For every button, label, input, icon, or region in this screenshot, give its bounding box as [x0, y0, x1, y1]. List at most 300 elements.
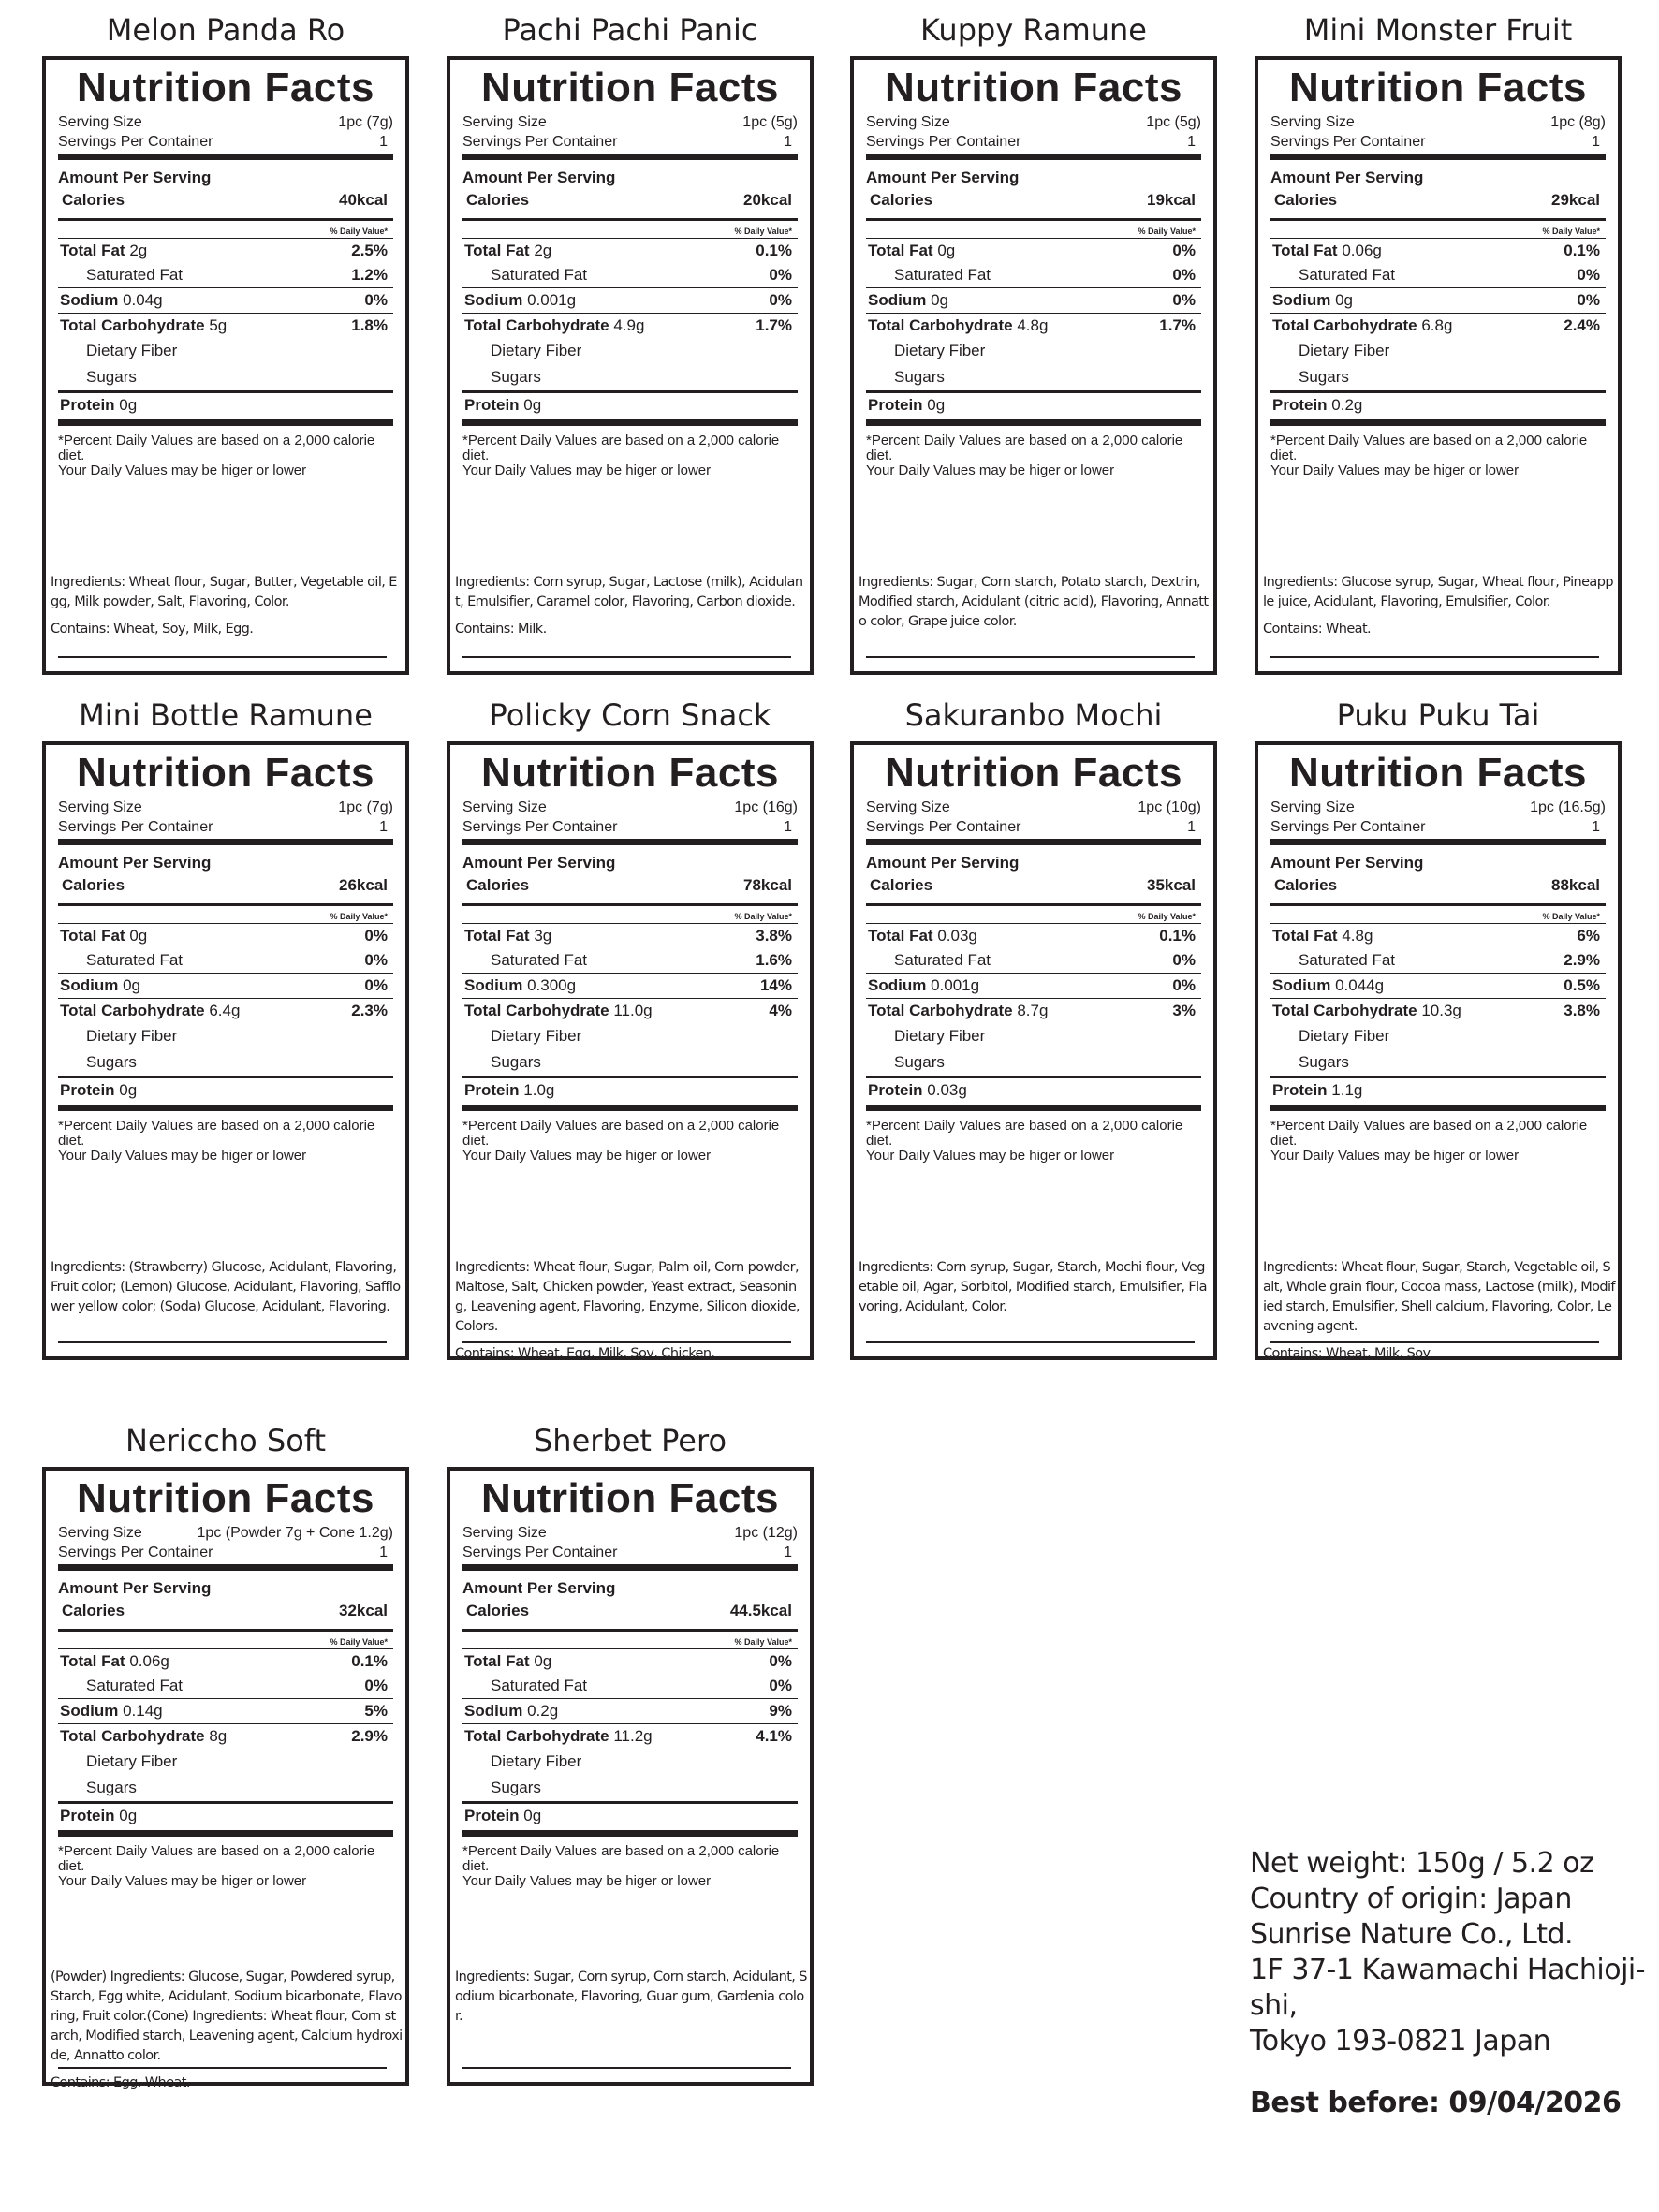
nutrition-facts-heading: Nutrition Facts: [1289, 750, 1587, 796]
divider: [462, 154, 798, 160]
serving-size-label: Serving Size: [462, 114, 547, 130]
total-carbohydrate-amount: 5g: [209, 316, 228, 334]
servings-per-container-label: Servings Per Container: [58, 1545, 213, 1560]
total-fat-row: [58, 239, 393, 263]
daily-value-header: % Daily Value*: [1542, 227, 1600, 236]
total-carbohydrate-label: Total Carbohydrate: [464, 1727, 609, 1745]
divider: [58, 839, 393, 845]
footnote-daily-values: *Percent Daily Values are based on a 2,000 calorie diet.: [462, 432, 780, 463]
servings-per-container-row: [866, 817, 1201, 837]
protein-amount: 0g: [927, 396, 946, 414]
bottom-rule: [1270, 656, 1599, 658]
dietary-fiber-label: Dietary Fiber: [86, 1752, 178, 1770]
sugars-label: Sugars: [491, 368, 541, 386]
footnote: [1270, 1119, 1606, 1164]
protein-row: [462, 393, 798, 417]
bottom-rule: [866, 656, 1195, 658]
calories-value: 26kcal: [339, 876, 388, 894]
total-fat-row: [866, 924, 1201, 948]
saturated-fat-row: [462, 948, 798, 973]
total-carbohydrate-row: [866, 314, 1201, 338]
daily-value-header: % Daily Value*: [734, 227, 792, 236]
calories-value: 29kcal: [1551, 191, 1600, 209]
protein-row: [866, 1078, 1201, 1103]
sodium-dv: 0%: [1172, 976, 1196, 994]
divider: [58, 218, 393, 221]
sodium-row: [462, 1699, 798, 1723]
sodium-dv: 0%: [1577, 291, 1600, 309]
divider: [866, 419, 1201, 426]
serving-size-value: 1pc (7g): [338, 799, 393, 815]
bottom-rule: [58, 656, 387, 658]
saturated-fat-dv: 2.9%: [1564, 951, 1600, 969]
footnote-daily-values: *Percent Daily Values are based on a 2,000 calorie diet.: [1270, 1118, 1588, 1149]
protein-amount: 0g: [119, 1081, 138, 1099]
dietary-fiber-label: Dietary Fiber: [491, 1027, 582, 1045]
footnote-higher-lower: Your Daily Values may be higer or lower: [1270, 1148, 1520, 1164]
sodium-amount: 0.300g: [527, 976, 577, 994]
ingredients-block: [1263, 573, 1615, 639]
footnote: [1270, 433, 1606, 478]
serving-size-value: 1pc (8g): [1550, 114, 1606, 130]
sodium-label: Sodium: [1272, 976, 1331, 994]
sodium-dv: 14%: [759, 976, 792, 994]
serving-size-label: Serving Size: [462, 799, 547, 815]
servings-per-container-row: [866, 132, 1201, 152]
serving-size-label: Serving Size: [1270, 114, 1355, 130]
divider: [58, 1564, 393, 1571]
product-title: Mini Bottle Ramune: [79, 697, 373, 733]
sodium-dv: 0%: [1172, 291, 1196, 309]
ingredients-text: Ingredients: Wheat flour, Sugar, Palm oil, Corn powder, Maltose, Salt, Chicken powder, Yeast extract, Seasoning, Leavening agent, Flavoring, Enzyme, Silicon dioxide, Colors.: [455, 1260, 800, 1334]
serving-size-value: 1pc (16g): [734, 799, 798, 815]
sodium-dv: 0%: [364, 291, 388, 309]
serving-size-row: [462, 798, 798, 817]
sodium-row: [462, 974, 798, 998]
divider: [462, 1105, 798, 1111]
saturated-fat-dv: 0%: [1172, 266, 1196, 284]
ingredients-text: (Powder) Ingredients: Glucose, Sugar, Powdered syrup, Starch, Egg white, Acidulant, Sodium bicarbonate, Flavoring, Fruit color.(Cone) Ingredients: Wheat flour, Corn starch, Modified starch, Leavening agent, Calcium hydroxide, Annatto color.: [51, 1970, 403, 2063]
total-fat-label: Total Fat: [1272, 242, 1338, 259]
serving-size-label: Serving Size: [866, 799, 950, 815]
total-fat-row: [462, 239, 798, 263]
calories-label: Calories: [62, 1602, 125, 1619]
amount-per-serving-label: Amount Per Serving: [866, 854, 1020, 872]
serving-size-row: [866, 798, 1201, 817]
divider: [462, 1629, 798, 1632]
saturated-fat-label: Saturated Fat: [491, 266, 588, 284]
divider: [866, 903, 1201, 906]
servings-per-container-row: [58, 132, 393, 152]
calories-row: [462, 873, 798, 903]
total-fat-row: [866, 239, 1201, 263]
bottom-rule: [462, 656, 791, 658]
total-carbohydrate-dv: 1.7%: [1159, 316, 1196, 334]
calories-row: [1270, 188, 1606, 218]
sodium-amount: 0.001g: [931, 976, 980, 994]
total-fat-label: Total Fat: [464, 242, 530, 259]
total-fat-dv: 6%: [1577, 927, 1600, 945]
serving-size-value: 1pc (10g): [1138, 799, 1201, 815]
calories-row: [866, 873, 1201, 903]
dietary-fiber-label: Dietary Fiber: [1299, 342, 1390, 359]
saturated-fat-label: Saturated Fat: [86, 266, 184, 284]
product-title: Pachi Pachi Panic: [502, 12, 758, 48]
footnote-higher-lower: Your Daily Values may be higer or lower: [58, 462, 307, 478]
product-title: Sherbet Pero: [533, 1423, 727, 1458]
sodium-amount: 0g: [931, 291, 948, 309]
nutrition-facts-heading: Nutrition Facts: [481, 65, 779, 110]
address-line-2: Tokyo 193-0821 Japan: [1250, 2025, 1551, 2058]
total-fat-amount: 4.8g: [1342, 927, 1373, 945]
serving-size-row: [462, 112, 798, 132]
total-carbohydrate-row: [462, 1724, 798, 1749]
footnote-daily-values: *Percent Daily Values are based on a 2,000 calorie diet.: [58, 432, 375, 463]
servings-per-container-value: 1: [784, 819, 792, 835]
protein-amount: 0g: [523, 396, 542, 414]
total-fat-dv: 0.1%: [756, 242, 792, 259]
total-carbohydrate-row: [1270, 314, 1606, 338]
ingredients-text: Ingredients: Corn syrup, Sugar, Starch, Mochi flour, Vegetable oil, Agar, Sorbitol, Modified starch, Emulsifier, Flavoring, Acidulant, Color.: [859, 1260, 1207, 1314]
calories-row: [462, 188, 798, 218]
saturated-fat-label: Saturated Fat: [1299, 951, 1396, 969]
total-carbohydrate-amount: 11.2g: [613, 1727, 653, 1745]
footnote-daily-values: *Percent Daily Values are based on a 2,000 calorie diet.: [58, 1843, 375, 1874]
nutrition-facts-panel: [1255, 56, 1622, 675]
footnote-higher-lower: Your Daily Values may be higer or lower: [58, 1148, 307, 1164]
total-fat-label: Total Fat: [1272, 927, 1338, 945]
company-name: Sunrise Nature Co., Ltd.: [1250, 1918, 1574, 1951]
total-fat-dv: 0%: [769, 1652, 792, 1670]
ingredients-text: Ingredients: (Strawberry) Glucose, Acidulant, Flavoring, Fruit color; (Lemon) Glucose, Acidulant, Flavoring, Safflower yellow color; (Soda) Glucose, Acidulant, Flavoring.: [51, 1260, 401, 1314]
total-carbohydrate-dv: 3.8%: [1564, 1002, 1600, 1019]
servings-per-container-row: [462, 132, 798, 152]
saturated-fat-dv: 0%: [1577, 266, 1600, 284]
divider: [58, 903, 393, 906]
servings-per-container-value: 1: [1187, 819, 1196, 835]
saturated-fat-label: Saturated Fat: [86, 1677, 184, 1694]
nutrition-facts-panel: [850, 56, 1217, 675]
nutrition-facts-heading: Nutrition Facts: [77, 65, 374, 110]
sodium-dv: 9%: [769, 1702, 792, 1720]
total-carbohydrate-amount: 10.3g: [1421, 1002, 1461, 1019]
ingredients-text: Ingredients: Corn syrup, Sugar, Lactose (milk), Acidulant, Emulsifier, Caramel color, Flavoring, Carbon dioxide.: [455, 575, 803, 609]
servings-per-container-value: 1: [784, 134, 792, 150]
total-fat-dv: 0%: [364, 927, 388, 945]
divider: [866, 839, 1201, 845]
footnote: [866, 433, 1201, 478]
amount-per-serving-label: Amount Per Serving: [462, 168, 616, 186]
protein-label: Protein: [60, 1807, 115, 1824]
serving-size-label: Serving Size: [58, 1525, 142, 1541]
servings-per-container-value: 1: [1187, 134, 1196, 150]
protein-row: [58, 1804, 393, 1828]
total-carbohydrate-label: Total Carbohydrate: [868, 316, 1013, 334]
calories-value: 32kcal: [339, 1602, 388, 1619]
total-fat-amount: 0.06g: [129, 1652, 169, 1670]
sugars-label: Sugars: [86, 1779, 137, 1796]
calories-label: Calories: [62, 191, 125, 209]
calories-label: Calories: [466, 876, 530, 894]
nutrition-facts-panel: [850, 741, 1217, 1360]
product-title: Melon Panda Ro: [106, 12, 345, 48]
protein-amount: 0g: [119, 396, 138, 414]
footnote-higher-lower: Your Daily Values may be higer or lower: [58, 1873, 307, 1889]
ingredients-text: Ingredients: Wheat flour, Sugar, Starch, Vegetable oil, Salt, Whole grain flour, Cocoa mass, Lactose (milk), Modified starch, Emulsifier, Shell calcium, Flavoring, Color, Leavening agent.: [1263, 1260, 1615, 1334]
footnote: [866, 1119, 1201, 1164]
total-carbohydrate-dv: 4%: [769, 1002, 792, 1019]
sodium-amount: 0g: [1335, 291, 1353, 309]
footnote-higher-lower: Your Daily Values may be higer or lower: [462, 462, 712, 478]
protein-amount: 0.03g: [927, 1081, 967, 1099]
divider: [866, 154, 1201, 160]
saturated-fat-dv: 0%: [1172, 951, 1196, 969]
calories-label: Calories: [62, 876, 125, 894]
total-fat-label: Total Fat: [868, 927, 933, 945]
total-carbohydrate-row: [1270, 999, 1606, 1023]
total-carbohydrate-amount: 6.4g: [209, 1002, 241, 1019]
divider: [1270, 1105, 1606, 1111]
divider: [58, 419, 393, 426]
footnote-higher-lower: Your Daily Values may be higer or lower: [866, 1148, 1115, 1164]
sugars-label: Sugars: [86, 368, 137, 386]
total-fat-dv: 0.1%: [1159, 927, 1196, 945]
servings-per-container-label: Servings Per Container: [1270, 134, 1426, 150]
protein-row: [58, 1078, 393, 1103]
product-info-block: [1250, 1846, 1659, 2121]
amount-per-serving-label: Amount Per Serving: [462, 854, 616, 872]
total-carbohydrate-row: [58, 1724, 393, 1749]
total-carbohydrate-dv: 2.3%: [351, 1002, 388, 1019]
dietary-fiber-label: Dietary Fiber: [1299, 1027, 1390, 1045]
divider: [1270, 218, 1606, 221]
divider: [462, 1830, 798, 1837]
sodium-label: Sodium: [464, 291, 523, 309]
servings-per-container-label: Servings Per Container: [866, 134, 1021, 150]
servings-per-container-label: Servings Per Container: [462, 134, 618, 150]
total-fat-dv: 0%: [1172, 242, 1196, 259]
saturated-fat-dv: 0%: [364, 1677, 388, 1694]
nutrition-facts-panel: [1255, 741, 1622, 1360]
servings-per-container-row: [1270, 132, 1606, 152]
calories-label: Calories: [870, 876, 933, 894]
sodium-row: [1270, 288, 1606, 313]
dietary-fiber-label: Dietary Fiber: [491, 1752, 582, 1770]
saturated-fat-row: [462, 1674, 798, 1698]
ingredients-block: [859, 1258, 1211, 1325]
total-fat-row: [1270, 924, 1606, 948]
daily-value-header: % Daily Value*: [330, 227, 388, 236]
divider: [866, 1105, 1201, 1111]
total-fat-label: Total Fat: [60, 927, 125, 945]
protein-label: Protein: [60, 1081, 115, 1099]
serving-size-row: [58, 798, 393, 817]
ingredients-text: Ingredients: Wheat flour, Sugar, Butter, Vegetable oil, Egg, Milk powder, Salt, Flavoring, Color.: [51, 575, 397, 609]
total-carbohydrate-dv: 1.8%: [351, 316, 388, 334]
calories-value: 40kcal: [339, 191, 388, 209]
calories-label: Calories: [466, 191, 530, 209]
servings-per-container-label: Servings Per Container: [58, 819, 213, 835]
total-fat-amount: 0.06g: [1342, 242, 1382, 259]
total-fat-amount: 3g: [534, 927, 552, 945]
allergen-contains-text: Contains: Milk.: [455, 622, 547, 637]
daily-value-header: % Daily Value*: [734, 912, 792, 921]
divider: [58, 154, 393, 160]
best-before-date: Best before: 09/04/2026: [1250, 2087, 1622, 2119]
total-carbohydrate-label: Total Carbohydrate: [464, 1002, 609, 1019]
total-fat-row: [462, 1649, 798, 1674]
sodium-dv: 5%: [364, 1702, 388, 1720]
saturated-fat-row: [866, 263, 1201, 287]
protein-row: [1270, 393, 1606, 417]
servings-per-container-row: [462, 817, 798, 837]
sodium-row: [58, 1699, 393, 1723]
serving-size-label: Serving Size: [866, 114, 950, 130]
daily-value-header: % Daily Value*: [330, 912, 388, 921]
serving-size-value: 1pc (Powder 7g + Cone 1.2g): [197, 1525, 393, 1541]
nutrition-facts-panel: [447, 1467, 814, 2086]
amount-per-serving-label: Amount Per Serving: [58, 168, 212, 186]
calories-label: Calories: [1274, 876, 1338, 894]
footnote-daily-values: *Percent Daily Values are based on a 2,000 calorie diet.: [58, 1118, 375, 1149]
servings-per-container-row: [1270, 817, 1606, 837]
saturated-fat-row: [866, 948, 1201, 973]
serving-size-value: 1pc (12g): [734, 1525, 798, 1541]
daily-value-header: % Daily Value*: [1138, 912, 1196, 921]
saturated-fat-row: [58, 263, 393, 287]
sodium-row: [462, 288, 798, 313]
total-carbohydrate-amount: 4.8g: [1017, 316, 1049, 334]
protein-amount: 1.0g: [523, 1081, 555, 1099]
total-carbohydrate-row: [58, 314, 393, 338]
daily-value-header: % Daily Value*: [330, 1637, 388, 1647]
total-carbohydrate-row: [866, 999, 1201, 1023]
amount-per-serving-label: Amount Per Serving: [462, 1579, 616, 1597]
serving-size-row: [58, 112, 393, 132]
total-fat-label: Total Fat: [464, 1652, 530, 1670]
total-carbohydrate-dv: 2.4%: [1564, 316, 1600, 334]
sodium-label: Sodium: [1272, 291, 1331, 309]
footnote-higher-lower: Your Daily Values may be higer or lower: [462, 1148, 712, 1164]
country-of-origin: Country of origin: Japan: [1250, 1882, 1572, 1915]
total-carbohydrate-amount: 6.8g: [1421, 316, 1453, 334]
saturated-fat-dv: 0%: [364, 951, 388, 969]
saturated-fat-dv: 1.6%: [756, 951, 792, 969]
daily-value-header: % Daily Value*: [734, 1637, 792, 1647]
servings-per-container-label: Servings Per Container: [1270, 819, 1426, 835]
product-title: Nericcho Soft: [125, 1423, 327, 1458]
total-fat-dv: 0.1%: [1564, 242, 1600, 259]
protein-amount: 0.2g: [1331, 396, 1363, 414]
saturated-fat-label: Saturated Fat: [1299, 266, 1396, 284]
sodium-amount: 0.04g: [123, 291, 163, 309]
nutrition-facts-heading: Nutrition Facts: [885, 750, 1182, 796]
servings-per-container-value: 1: [379, 134, 388, 150]
sodium-row: [1270, 974, 1606, 998]
servings-per-container-row: [58, 817, 393, 837]
divider: [462, 839, 798, 845]
saturated-fat-dv: 0%: [769, 266, 792, 284]
bottom-rule: [58, 1341, 387, 1343]
saturated-fat-row: [462, 263, 798, 287]
divider: [462, 218, 798, 221]
saturated-fat-row: [58, 1674, 393, 1698]
protein-amount: 0g: [119, 1807, 138, 1824]
saturated-fat-dv: 1.2%: [351, 266, 388, 284]
calories-value: 44.5kcal: [729, 1602, 792, 1619]
calories-row: [58, 873, 393, 903]
product-title: Kuppy Ramune: [920, 12, 1147, 48]
saturated-fat-row: [1270, 948, 1606, 973]
dietary-fiber-label: Dietary Fiber: [894, 1027, 986, 1045]
total-fat-row: [1270, 239, 1606, 263]
allergen-contains-text: Contains: Egg, Wheat.: [51, 2075, 190, 2090]
nutrition-facts-panel: [447, 56, 814, 675]
saturated-fat-label: Saturated Fat: [491, 951, 588, 969]
serving-size-value: 1pc (7g): [338, 114, 393, 130]
total-carbohydrate-label: Total Carbohydrate: [868, 1002, 1013, 1019]
sodium-label: Sodium: [868, 291, 927, 309]
sodium-amount: 0.001g: [527, 291, 577, 309]
allergen-contains-text: Contains: Wheat, Egg, Milk, Soy, Chicken.: [455, 1346, 715, 1361]
servings-per-container-value: 1: [1592, 819, 1600, 835]
amount-per-serving-label: Amount Per Serving: [866, 168, 1020, 186]
ingredients-block: [455, 1258, 807, 1364]
total-fat-row: [462, 924, 798, 948]
calories-label: Calories: [466, 1602, 530, 1619]
saturated-fat-label: Saturated Fat: [86, 951, 184, 969]
dietary-fiber-label: Dietary Fiber: [894, 342, 986, 359]
footnote-daily-values: *Percent Daily Values are based on a 2,000 calorie diet.: [1270, 432, 1588, 463]
nutrition-facts-heading: Nutrition Facts: [885, 65, 1182, 110]
servings-per-container-value: 1: [379, 819, 388, 835]
footnote: [462, 1119, 798, 1164]
sodium-label: Sodium: [60, 1702, 119, 1720]
protein-label: Protein: [1272, 1081, 1328, 1099]
ingredients-text: Ingredients: Sugar, Corn syrup, Corn starch, Acidulant, Sodium bicarbonate, Flavoring, Guar gum, Gardenia color.: [455, 1970, 807, 2024]
sodium-dv: 0%: [769, 291, 792, 309]
ingredients-block: [1263, 1258, 1615, 1364]
footnote: [58, 1119, 393, 1164]
protein-label: Protein: [868, 396, 923, 414]
total-fat-dv: 3.8%: [756, 927, 792, 945]
ingredients-block: [51, 1258, 403, 1325]
amount-per-serving-label: Amount Per Serving: [1270, 854, 1424, 872]
sugars-label: Sugars: [894, 368, 945, 386]
saturated-fat-dv: 0%: [769, 1677, 792, 1694]
total-carbohydrate-label: Total Carbohydrate: [1272, 1002, 1417, 1019]
amount-per-serving-label: Amount Per Serving: [58, 1579, 212, 1597]
product-title: Policky Corn Snack: [489, 697, 771, 733]
serving-size-row: [58, 1523, 393, 1543]
dietary-fiber-label: Dietary Fiber: [86, 1027, 178, 1045]
footnote: [58, 1844, 393, 1889]
calories-label: Calories: [870, 191, 933, 209]
nutrition-facts-panel: [447, 741, 814, 1360]
total-fat-amount: 0g: [534, 1652, 552, 1670]
serving-size-label: Serving Size: [1270, 799, 1355, 815]
saturated-fat-row: [58, 948, 393, 973]
footnote-higher-lower: Your Daily Values may be higer or lower: [462, 1873, 712, 1889]
footnote: [462, 1844, 798, 1889]
sodium-label: Sodium: [60, 291, 119, 309]
calories-value: 88kcal: [1551, 876, 1600, 894]
total-carbohydrate-amount: 4.9g: [613, 316, 645, 334]
total-fat-row: [58, 1649, 393, 1674]
saturated-fat-row: [1270, 263, 1606, 287]
total-carbohydrate-label: Total Carbohydrate: [60, 1002, 205, 1019]
total-carbohydrate-label: Total Carbohydrate: [1272, 316, 1417, 334]
